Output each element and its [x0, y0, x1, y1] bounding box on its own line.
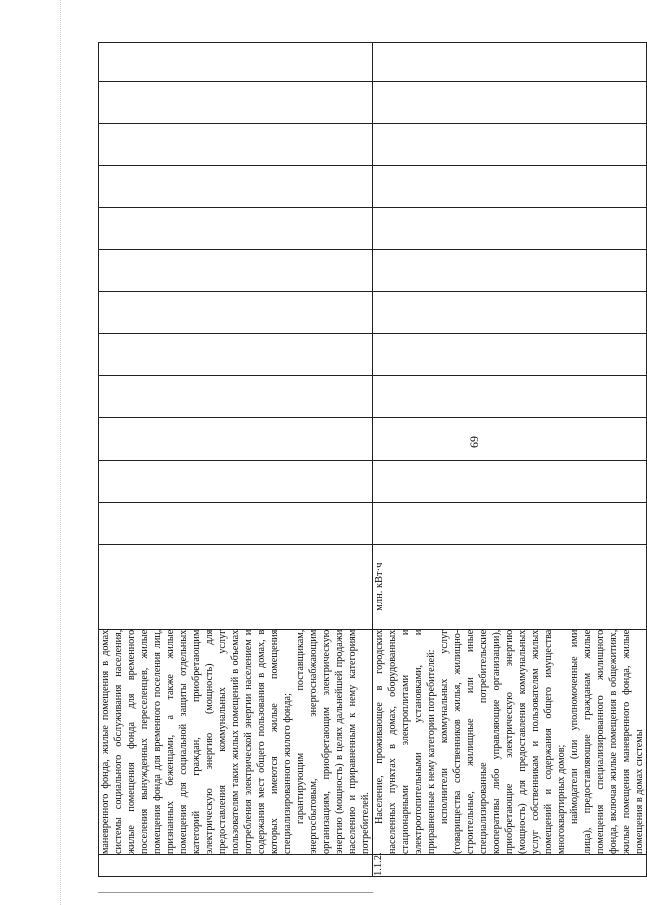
- value-cell: [99, 208, 373, 250]
- value-cell: [373, 418, 647, 460]
- tariff-table: [98, 42, 647, 877]
- row-unit: [99, 544, 373, 629]
- value-cell: [99, 43, 373, 82]
- table-row: [373, 43, 647, 877]
- table-row: [99, 43, 373, 877]
- description-paragraph: гарантирующим поставщикам, энергосбытовым, энергоснабжающим организациям, приобретающим электрическую энергию (мощность) в целях дальнейшей продажи населению и приравненным к нему категориям потребителей.: [295, 629, 371, 854]
- value-cell: [99, 250, 373, 292]
- row-description: [99, 629, 373, 854]
- value-cell: [99, 502, 373, 544]
- value-cell: [99, 418, 373, 460]
- value-cell: [99, 82, 373, 124]
- value-cell: [99, 166, 373, 208]
- description-paragraph: маневренного фонда, жилые помещения в домах системы социального обслуживания населения, жилые помещения фонда для временного поселения вынужденных переселенцев, жилые помещения фонда для временного поселения лиц, признанных беженцами, а также жилые помещения для социальной защиты отдельных категорий граждан, приобретающим электрическую энергию (мощность) для предоставления коммунальных услуг пользователям таких жилых помещений в объемах потребления электрической энергии населением и содержания мест общего пользования в домах, в которых имеются жилые помещения специализированного жилого фонда;: [100, 629, 293, 854]
- value-cell: [99, 334, 373, 376]
- footer-line: [98, 892, 373, 893]
- value-cell: [373, 124, 647, 166]
- value-cell: [99, 124, 373, 166]
- value-cell: [373, 292, 647, 334]
- value-cell: [373, 502, 647, 544]
- row-number: 1.1.2.: [373, 854, 647, 876]
- description-paragraph: исполнители коммунальных услуг (товарищества собственников жилья, жилищно-строительные, жилищные или иные специализированные потребительские кооперативы либо управляющие организации), приобретающие электрическую энергию (мощность) для предоставления коммунальных услуг собственникам и пользователям жилых помещений и содержания общего имущества многоквартирных домов;: [439, 629, 567, 854]
- value-cell: [373, 208, 647, 250]
- description-paragraph: наймодатели (или уполномоченные ими лица), предоставляющие гражданам жилые помещения специализированного жилищного фонда, включая жилые помещения в общежитиях, жилые помещения маневренного фонда, жилые помещения в домах системы: [569, 629, 645, 854]
- rotated-table-container: [98, 42, 645, 877]
- value-cell: [373, 82, 647, 124]
- value-cell: [373, 334, 647, 376]
- page-edge: [60, 0, 62, 905]
- value-cell: [373, 166, 647, 208]
- value-cell: [99, 292, 373, 334]
- row-unit: млн. кВт·ч: [373, 544, 647, 629]
- value-cell: [373, 376, 647, 418]
- value-cell: [373, 250, 647, 292]
- row-number: [99, 854, 373, 876]
- value-cell: [373, 43, 647, 82]
- page-number: 69: [467, 436, 481, 448]
- value-cell: [99, 376, 373, 418]
- value-cell: [373, 460, 647, 502]
- value-cell: [99, 460, 373, 502]
- row-description: [373, 629, 647, 854]
- description-paragraph: Население, проживающее в городских населенных пунктах в домах, оборудованных стационарными электроплитами и электроотопительными установками, и приравненные к нему категории потребителей:: [374, 629, 437, 854]
